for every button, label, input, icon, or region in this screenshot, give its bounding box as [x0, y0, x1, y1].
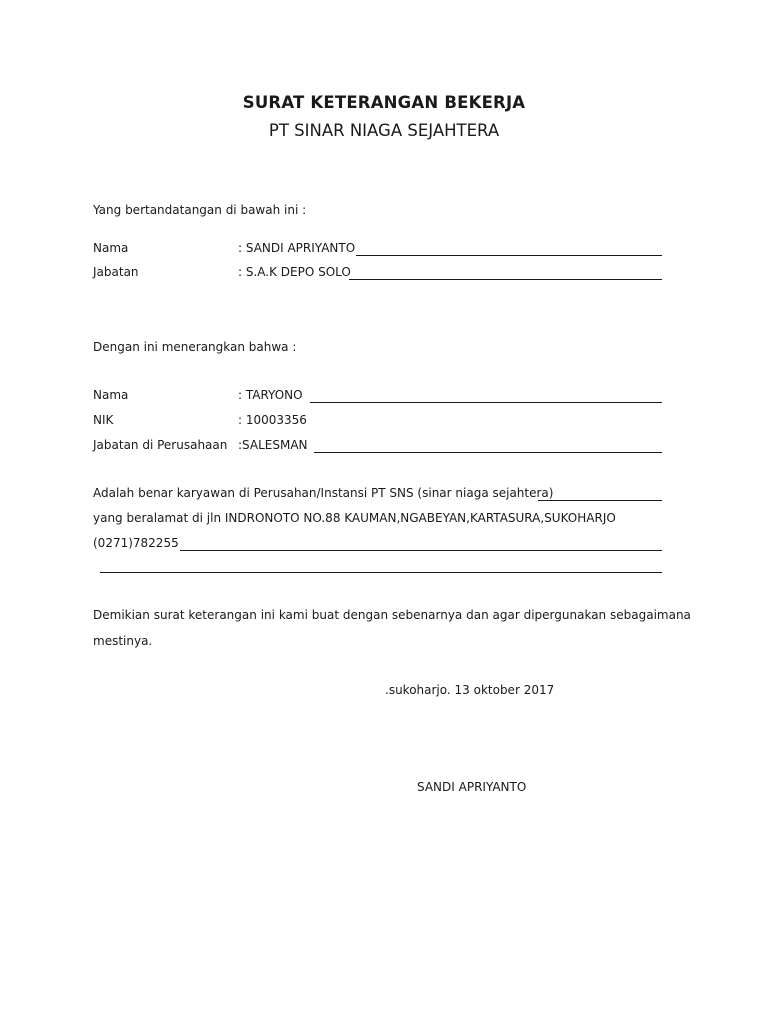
phone-number: (0271)782255	[93, 536, 179, 550]
signer-name-label: Nama	[93, 241, 129, 255]
fill-line	[356, 255, 662, 256]
fill-line	[100, 572, 662, 573]
closing-word: kami	[278, 608, 308, 622]
employee-nik-label: NIK	[93, 413, 114, 427]
closing-word: surat	[153, 608, 185, 622]
fill-line	[180, 550, 662, 551]
closing-paragraph-line-1	[93, 608, 691, 622]
closing-word: dan	[466, 608, 489, 622]
closing-word: agar	[492, 608, 520, 622]
address-line: yang beralamat di jln INDRONOTO NO.88 KAUMAN,NGABEYAN,KARTASURA,SUKOHARJO	[93, 511, 616, 525]
fill-line	[349, 279, 662, 280]
closing-paragraph-line-2: mestinya.	[93, 634, 153, 648]
fill-line	[314, 452, 662, 453]
employment-statement: Adalah benar karyawan di Perusahan/Instansi PT SNS (sinar niaga sejahtera)	[93, 486, 554, 500]
closing-word: sebagaimana	[610, 608, 691, 622]
signer-intro: Yang bertandatangan di bawah ini :	[93, 203, 307, 217]
employee-position-value: :SALESMAN	[238, 438, 308, 452]
employee-nik-value: : 10003356	[238, 413, 307, 427]
closing-word: dipergunakan	[523, 608, 607, 622]
place-date: .sukoharjo. 13 oktober 2017	[385, 683, 555, 697]
closing-word: keterangan	[188, 608, 257, 622]
employee-position-label: Jabatan di Perusahaan	[93, 438, 228, 452]
closing-word: buat	[311, 608, 340, 622]
employee-name-label: Nama	[93, 388, 129, 402]
signer-position-label: Jabatan	[93, 265, 139, 279]
closing-word: sebenarnya	[391, 608, 463, 622]
signature-name: SANDI APRIYANTO	[417, 780, 527, 794]
signer-position-value: : S.A.K DEPO SOLO	[238, 265, 351, 279]
letter-title: SURAT KETERANGAN BEKERJA	[242, 93, 526, 112]
fill-line	[538, 500, 662, 501]
fill-line	[310, 402, 662, 403]
employee-name-value: : TARYONO	[238, 388, 303, 402]
statement-intro: Dengan ini menerangkan bahwa :	[93, 340, 297, 354]
closing-word: ini	[260, 608, 275, 622]
closing-word: Demikian	[93, 608, 150, 622]
company-name: PT SINAR NIAGA SEJAHTERA	[268, 121, 500, 140]
closing-word: dengan	[342, 608, 389, 622]
signer-name-value: : SANDI APRIYANTO	[238, 241, 356, 255]
